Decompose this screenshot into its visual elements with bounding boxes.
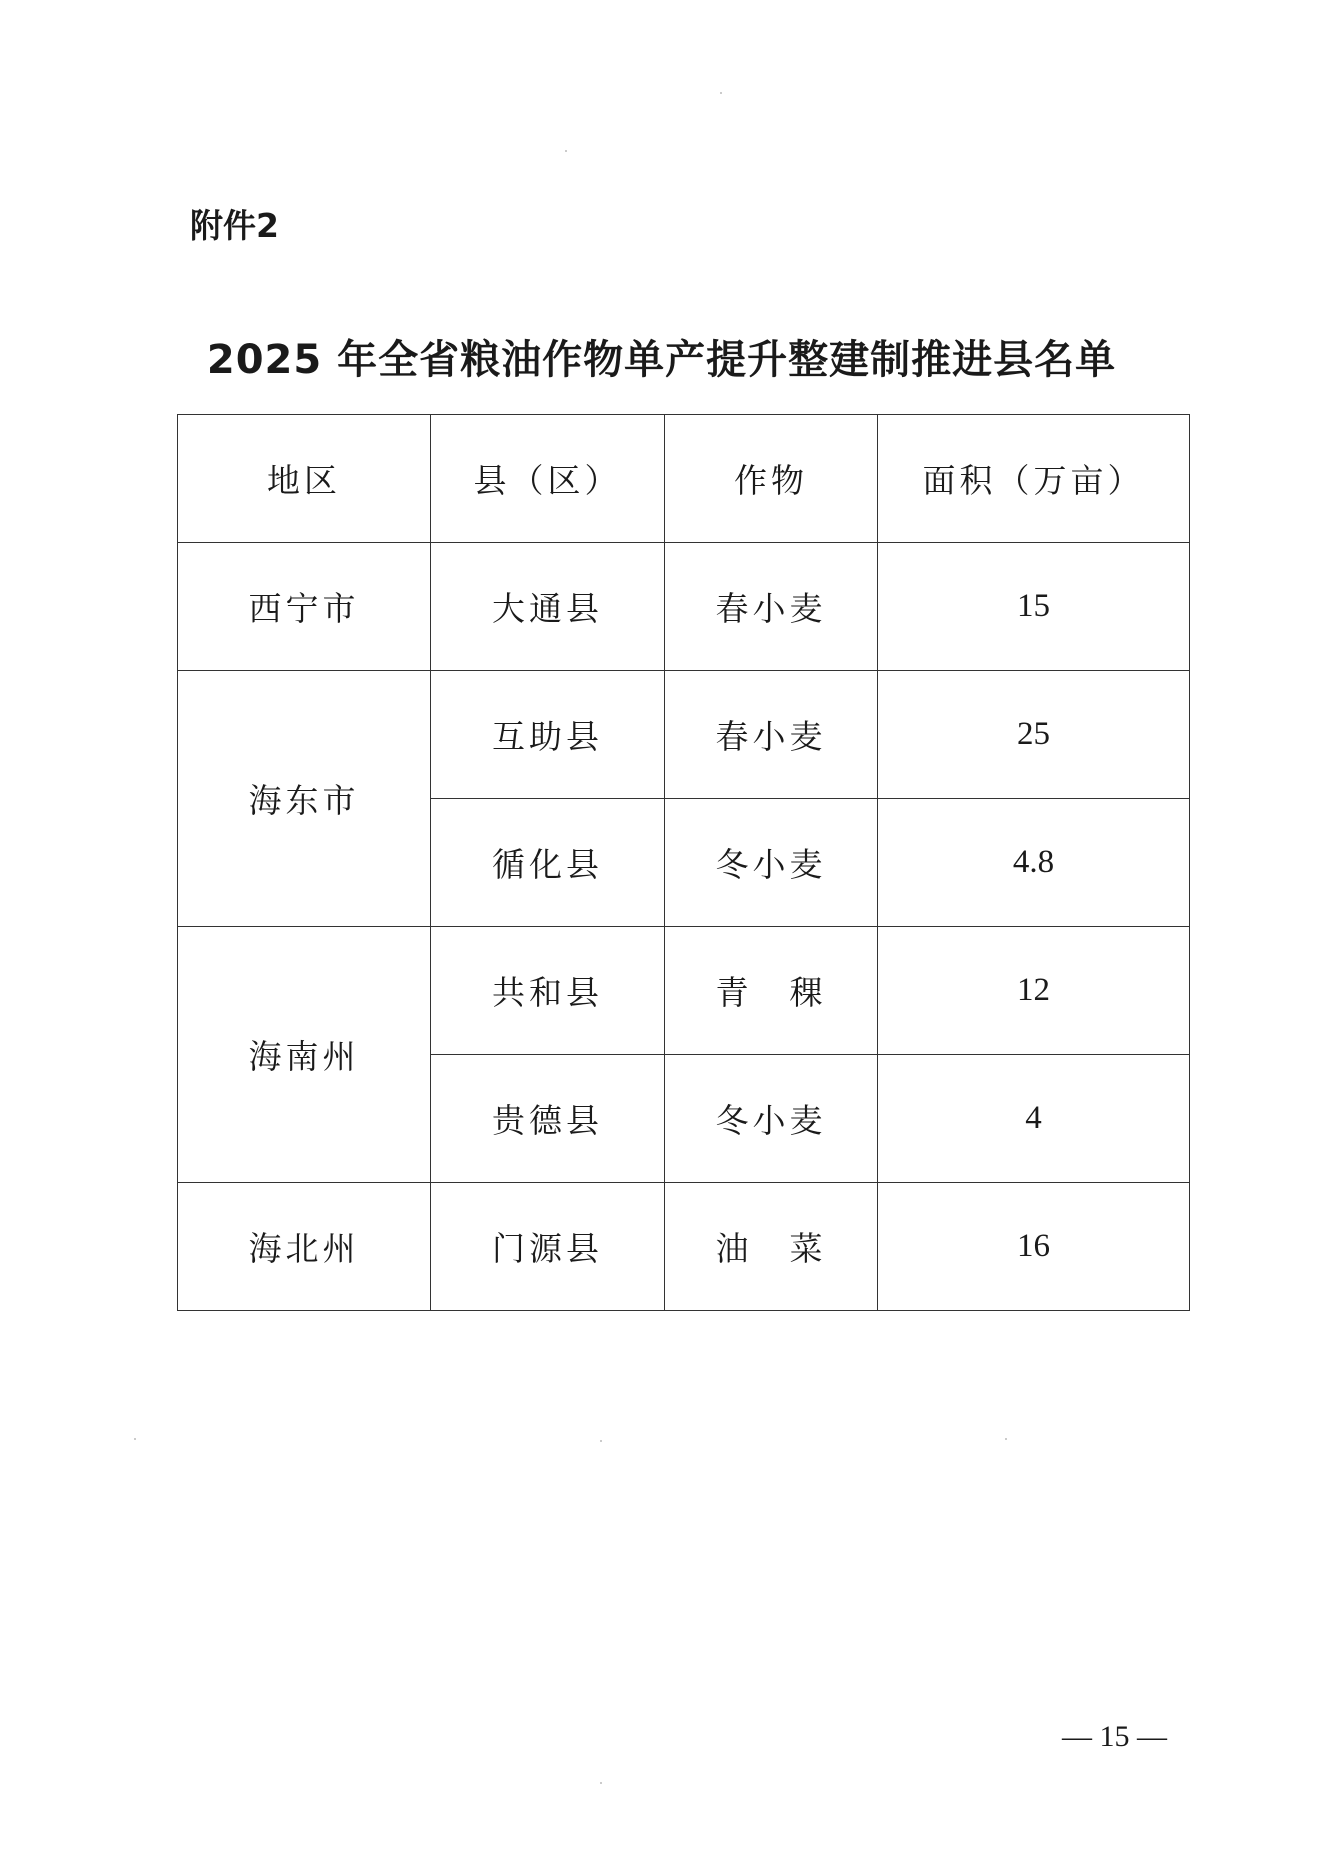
area-cell: 16 xyxy=(878,1183,1190,1311)
county-cell: 大通县 xyxy=(431,543,665,671)
county-list-table xyxy=(177,414,1190,1311)
scan-speck xyxy=(600,1782,602,1784)
region-cell: 海北州 xyxy=(178,1183,431,1311)
county-cell: 互助县 xyxy=(431,671,665,799)
crop-cell: 春小麦 xyxy=(665,671,878,799)
document-title: 2025 年全省粮油作物单产提升整建制推进县名单 xyxy=(206,337,1117,383)
table-header-row xyxy=(178,415,1190,543)
crop-cell: 冬小麦 xyxy=(665,799,878,927)
scan-speck xyxy=(600,1440,602,1442)
table-row xyxy=(178,671,1190,799)
region-cell: 海南州 xyxy=(178,927,431,1183)
area-cell: 15 xyxy=(878,543,1190,671)
crop-cell: 油 菜 xyxy=(665,1183,878,1311)
area-cell: 4.8 xyxy=(878,799,1190,927)
attachment-label: 附件2 xyxy=(190,206,279,245)
header-region: 地区 xyxy=(178,415,431,543)
crop-cell: 冬小麦 xyxy=(665,1055,878,1183)
scan-speck xyxy=(720,92,722,94)
area-cell: 25 xyxy=(878,671,1190,799)
header-county: 县（区） xyxy=(431,415,665,543)
scan-speck xyxy=(565,150,567,152)
county-cell: 循化县 xyxy=(431,799,665,927)
table-row xyxy=(178,1183,1190,1311)
table-row xyxy=(178,927,1190,1055)
header-crop: 作物 xyxy=(665,415,878,543)
header-area: 面积（万亩） xyxy=(878,415,1190,543)
crop-cell: 青 稞 xyxy=(665,927,878,1055)
table-row xyxy=(178,543,1190,671)
county-cell: 共和县 xyxy=(431,927,665,1055)
scan-speck xyxy=(134,1438,136,1440)
area-cell: 12 xyxy=(878,927,1190,1055)
page-number: — 15 — xyxy=(1062,1720,1167,1753)
area-cell: 4 xyxy=(878,1055,1190,1183)
crop-cell: 春小麦 xyxy=(665,543,878,671)
county-cell: 门源县 xyxy=(431,1183,665,1311)
scan-speck xyxy=(1005,1438,1007,1440)
region-cell: 海东市 xyxy=(178,671,431,927)
county-cell: 贵德县 xyxy=(431,1055,665,1183)
region-cell: 西宁市 xyxy=(178,543,431,671)
